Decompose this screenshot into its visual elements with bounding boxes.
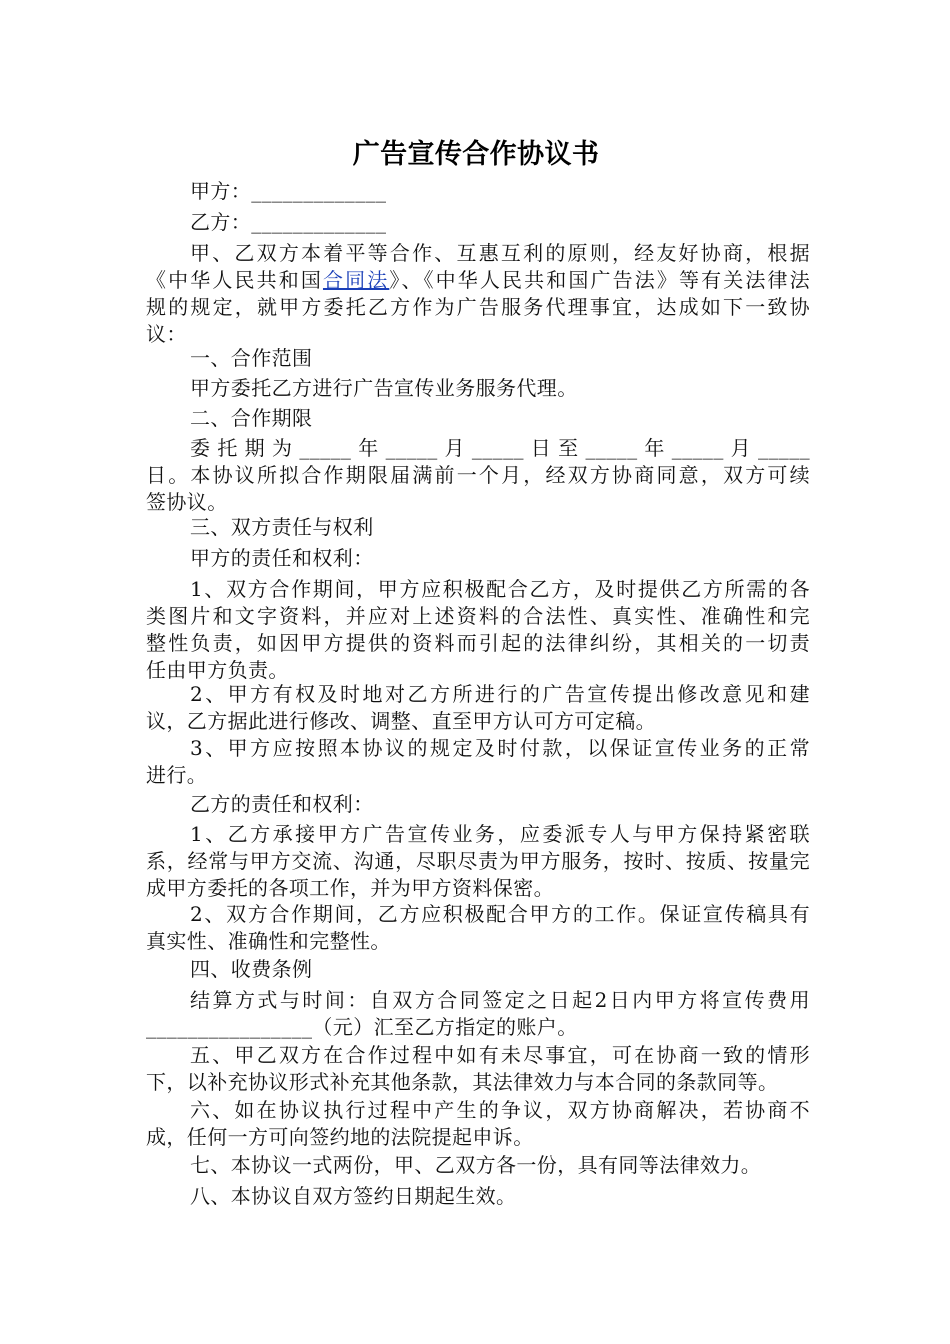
party-b-item-2 <box>146 901 810 955</box>
text-line: 议： <box>146 322 187 346</box>
party-a-item-3 <box>146 735 810 789</box>
section-8: 八、本协议自双方签约日期起生效。 <box>190 1184 517 1208</box>
text-line: 类图片和文字资料，并应对上述资料的合法性、真实性、准确性和完 <box>146 604 810 628</box>
text-line: 下，以补充协议形式补充其他条款，其法律效力与本合同的条款同等。 <box>146 1070 779 1094</box>
contract-law-link[interactable]: 合同法 <box>322 268 390 292</box>
text-line: 结算方式与时间：自双方合同签定之日起2日内甲方将宣传费用 <box>190 988 810 1012</box>
text-fragment: 《中华人民共和国 <box>146 268 323 292</box>
text-line: 系，经常与甲方交流、沟通，尽职尽责为甲方服务，按时、按质、按量完 <box>146 849 810 873</box>
text-line: 成，任何一方可向签约地的法院提起申诉。 <box>146 1125 534 1149</box>
intro-paragraph <box>146 240 810 348</box>
party-b-duties-heading: 乙方的责任和权利： <box>190 792 374 816</box>
text-line: ________________（元）汇至乙方指定的账户。 <box>146 1015 578 1039</box>
section-6 <box>146 1097 810 1151</box>
section-5 <box>146 1042 810 1096</box>
section-2-body <box>146 435 810 516</box>
section-2-heading: 二、合作期限 <box>190 406 313 430</box>
text-line: 3、甲方应按照本协议的规定及时付款，以保证宣传业务的正常 <box>190 736 810 760</box>
text-line: 真实性、准确性和完整性。 <box>146 929 391 953</box>
party-a-line[interactable]: 甲方：_____________ <box>190 179 387 203</box>
section-3-heading: 三、双方责任与权利 <box>190 515 374 539</box>
party-a-item-2 <box>146 681 810 735</box>
text-line: 1、乙方承接甲方广告宣传业务，应委派专人与甲方保持紧密联 <box>190 822 810 846</box>
section-1-heading: 一、合作范围 <box>190 346 313 370</box>
text-line: 甲、乙双方本着平等合作、互惠互利的原则，经友好协商，根据 <box>190 241 810 265</box>
text-fragment: 》、《中华人民共和国广告法》等有关法律法 <box>389 268 811 292</box>
document-title: 广告宣传合作协议书 <box>352 139 600 170</box>
text-line: 整性负责，如因甲方提供的资料而引起的法律纠纷，其相关的一切责 <box>146 631 810 655</box>
text-line: 签协议。 <box>146 490 228 514</box>
text-line: 2、甲方有权及时地对乙方所进行的广告宣传提出修改意见和建 <box>190 682 810 706</box>
party-b-line[interactable]: 乙方：_____________ <box>190 210 387 234</box>
text-line: 日。本协议所拟合作期限届满前一个月，经双方协商同意，双方可续 <box>146 463 810 487</box>
section-1-body: 甲方委托乙方进行广告宣传业务服务代理。 <box>190 376 578 400</box>
party-b-item-1 <box>146 821 810 902</box>
party-a-duties-heading: 甲方的责任和权利： <box>190 546 374 570</box>
text-line: 2、双方合作期间，乙方应积极配合甲方的工作。保证宣传稿具有 <box>190 902 810 926</box>
section-7: 七、本协议一式两份，甲、乙双方各一份，具有同等法律效力。 <box>190 1153 762 1177</box>
text-line: 任由甲方负责。 <box>146 658 289 682</box>
text-line <box>146 267 810 294</box>
section-4-heading: 四、收费条例 <box>190 957 313 981</box>
party-a-item-1 <box>146 576 810 684</box>
text-line: 委托期为_____年_____月_____日至_____年_____月_____ <box>190 436 810 460</box>
text-line: 议，乙方据此进行修改、调整、直至甲方认可方可定稿。 <box>146 709 656 733</box>
text-line: 成甲方委托的各项工作，并为甲方资料保密。 <box>146 876 554 900</box>
section-4-body <box>146 987 810 1041</box>
text-line: 规的规定，就甲方委托乙方作为广告服务代理事宜，达成如下一致协 <box>146 295 810 319</box>
text-line: 六、如在协议执行过程中产生的争议，双方协商解决，若协商不 <box>190 1098 810 1122</box>
text-line: 1、双方合作期间，甲方应积极配合乙方，及时提供乙方所需的各 <box>190 577 810 601</box>
text-line: 进行。 <box>146 763 208 787</box>
text-line: 五、甲乙双方在合作过程中如有未尽事宜，可在协商一致的情形 <box>190 1043 810 1067</box>
